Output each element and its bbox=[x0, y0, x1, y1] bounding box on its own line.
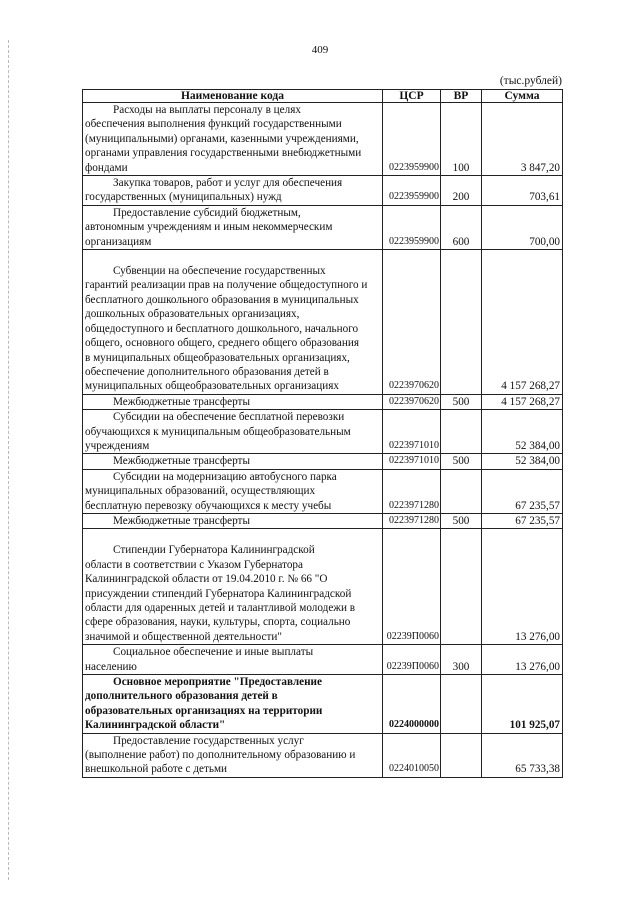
row-name bbox=[83, 394, 383, 409]
row-name-line: Межбюджетные трансферты bbox=[113, 455, 250, 468]
table-row bbox=[83, 103, 563, 176]
table-row bbox=[83, 454, 563, 469]
row-name-line: муниципальных общеобразовательных организациях bbox=[85, 380, 339, 393]
row-name-line: органами управления государственными внебюджетными bbox=[85, 147, 362, 160]
table-row bbox=[83, 176, 563, 206]
row-name bbox=[83, 529, 383, 645]
row-name-line: фондами bbox=[85, 161, 128, 174]
row-sum: 67 235,57 bbox=[482, 469, 563, 513]
row-name bbox=[83, 205, 383, 249]
row-name-line: Субвенции на обеспечение государственных bbox=[113, 265, 326, 278]
budget-table bbox=[82, 89, 563, 778]
row-name-line: автономным учреждениям и иным некоммерческим bbox=[85, 221, 333, 234]
row-sum: 4 157 268,27 bbox=[482, 394, 563, 409]
row-name-line: организациям bbox=[85, 235, 152, 248]
row-name-line: Субсидии на обеспечение бесплатной перевозки bbox=[113, 411, 345, 424]
row-code: 0223959900 bbox=[383, 205, 441, 249]
row-spacer bbox=[85, 529, 380, 543]
row-code: 0223971280 bbox=[383, 513, 441, 528]
row-name-line: внешкольной работе с детьми bbox=[85, 763, 228, 776]
row-sum: 65 733,38 bbox=[482, 733, 563, 777]
row-sum: 13 276,00 bbox=[482, 645, 563, 675]
row-name-line: Основное мероприятие "Предоставление bbox=[113, 676, 322, 689]
row-name-line: Субсидии на модернизацию автобусного парка bbox=[113, 470, 337, 483]
row-vr bbox=[441, 733, 482, 777]
row-sum: 52 384,00 bbox=[482, 410, 563, 454]
table-row bbox=[83, 675, 563, 734]
row-code: 0223971010 bbox=[383, 410, 441, 454]
row-name bbox=[83, 513, 383, 528]
row-name-line: области в соответствии с Указом Губернатора bbox=[85, 558, 303, 571]
row-name bbox=[83, 250, 383, 395]
page-number: 409 bbox=[311, 44, 329, 56]
table-row bbox=[83, 529, 563, 645]
header-name: Наименование кода bbox=[83, 90, 383, 103]
row-name-line: Расходы на выплаты персоналу в целях bbox=[113, 104, 301, 116]
header-vr: ВР bbox=[441, 90, 482, 103]
row-name-line: гарантий реализации прав на получение общедоступного и bbox=[85, 279, 368, 292]
row-sum: 52 384,00 bbox=[482, 454, 563, 469]
row-code: 0224010050 bbox=[383, 733, 441, 777]
row-name-line: Межбюджетные трансферты bbox=[113, 514, 250, 527]
row-sum: 3 847,20 bbox=[482, 103, 563, 176]
row-sum: 13 276,00 bbox=[482, 529, 563, 645]
row-name-line: (выполнение работ) по дополнительному образованию и bbox=[85, 749, 356, 762]
row-name-line: области для одаренных детей и талантливой молодежи в bbox=[85, 602, 356, 614]
row-sum: 4 157 268,27 bbox=[482, 250, 563, 395]
row-name bbox=[83, 733, 383, 777]
row-name-line: бесплатного дошкольного образования в муниципальных bbox=[85, 293, 359, 306]
row-code: 0223959900 bbox=[383, 176, 441, 206]
row-code: 02239П0060 bbox=[383, 645, 441, 675]
row-code: 0223971280 bbox=[383, 469, 441, 513]
row-name-line: обеспечения выполнения функций государственными bbox=[85, 118, 342, 131]
row-code: 0223971010 bbox=[383, 454, 441, 469]
row-vr: 500 bbox=[441, 394, 482, 409]
row-name-line: Межбюджетные трансферты bbox=[113, 395, 250, 408]
header-sum: Сумма bbox=[482, 90, 563, 103]
row-name-line: обучающихся к муниципальным общеобразовательным bbox=[85, 425, 351, 438]
row-code: 0223970620 bbox=[383, 250, 441, 395]
row-sum: 703,61 bbox=[482, 176, 563, 206]
row-name-line: Предоставление субсидий бюджетным, bbox=[113, 206, 301, 219]
row-name-line: учреждениям bbox=[85, 439, 150, 452]
row-name-line: Калининградской области от 19.04.2010 г. № 66 "О bbox=[85, 573, 328, 586]
row-name-line: общего, основного общего, среднего общего образования bbox=[85, 337, 360, 350]
row-code: 0224000000 bbox=[383, 675, 441, 734]
table-row bbox=[83, 645, 563, 675]
row-code: 0223970620 bbox=[383, 394, 441, 409]
table-row bbox=[83, 394, 563, 409]
row-vr bbox=[441, 410, 482, 454]
row-name-line: сфере образования, науки, культуры, спорта, социально bbox=[85, 616, 351, 629]
row-name-line: Социальное обеспечение и иные выплаты bbox=[113, 646, 314, 659]
row-sum: 700,00 bbox=[482, 205, 563, 249]
table-row bbox=[83, 205, 563, 249]
row-name-line: Закупка товаров, работ и услуг для обеспечения bbox=[113, 177, 343, 190]
row-name-line: муниципальных образований, осуществляющих bbox=[85, 485, 316, 498]
row-vr bbox=[441, 529, 482, 645]
row-vr bbox=[441, 250, 482, 395]
row-code: 0223959900 bbox=[383, 103, 441, 176]
row-vr: 100 bbox=[441, 103, 482, 176]
row-name bbox=[83, 454, 383, 469]
row-name-line: (муниципальными) органами, казенными учреждениями, bbox=[85, 132, 359, 145]
row-name bbox=[83, 469, 383, 513]
row-name-line: образовательных организациях на территории bbox=[85, 704, 323, 717]
row-vr: 300 bbox=[441, 645, 482, 675]
row-vr bbox=[441, 675, 482, 734]
row-name bbox=[83, 176, 383, 206]
row-name-line: Предоставление государственных услуг bbox=[113, 734, 304, 747]
row-name-line: обеспечение дополнительного образования детей в bbox=[85, 365, 329, 378]
table-header bbox=[83, 90, 563, 103]
units-label: (тыс.рублей) bbox=[499, 75, 562, 87]
row-name bbox=[83, 675, 383, 734]
row-code: 02239П0060 bbox=[383, 529, 441, 645]
row-name-line: Стипендии Губернатора Калининградской bbox=[113, 544, 315, 557]
row-name-line: присуждении стипендий Губернатора Калининградской bbox=[85, 587, 352, 600]
row-sum: 101 925,07 bbox=[482, 675, 563, 734]
row-name-line: бесплатную перевозку обучающихся к месту учебы bbox=[85, 499, 332, 512]
row-name-line: Калининградской области" bbox=[85, 719, 226, 732]
row-vr: 200 bbox=[441, 176, 482, 206]
row-spacer bbox=[85, 250, 380, 264]
row-name-line: дошкольных образовательных организациях, bbox=[85, 308, 300, 321]
row-name-line: значимой и общественной деятельности" bbox=[85, 630, 282, 643]
row-name-line: дополнительного образования детей в bbox=[85, 690, 278, 703]
row-name bbox=[83, 645, 383, 675]
row-name-line: общедоступного и бесплатного дошкольного, начального bbox=[85, 322, 359, 335]
table-row bbox=[83, 410, 563, 454]
row-vr: 500 bbox=[441, 454, 482, 469]
row-sum: 67 235,57 bbox=[482, 513, 563, 528]
row-vr: 600 bbox=[441, 205, 482, 249]
table-row bbox=[83, 513, 563, 528]
table-row bbox=[83, 469, 563, 513]
row-name bbox=[83, 410, 383, 454]
row-vr: 500 bbox=[441, 513, 482, 528]
row-name bbox=[83, 103, 383, 176]
row-name-line: в муниципальных общеобразовательных организациях, bbox=[85, 351, 350, 364]
scan-edge-marks bbox=[8, 40, 10, 880]
row-vr bbox=[441, 469, 482, 513]
table-row bbox=[83, 250, 563, 395]
header-csr: ЦСР bbox=[383, 90, 441, 103]
row-name-line: государственных (муниципальных) нужд bbox=[85, 191, 282, 204]
row-name-line: населению bbox=[85, 660, 137, 673]
table-row bbox=[83, 733, 563, 777]
